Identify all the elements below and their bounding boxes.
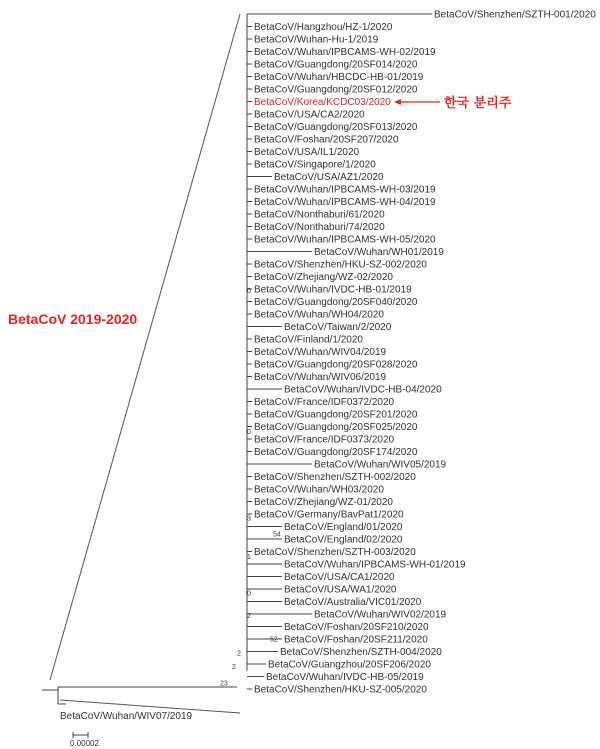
leaf-label: BetaCoV/Foshan/20SF211/2020	[284, 634, 428, 646]
leaf-label: BetaCoV/USA/AZ1/2020	[274, 172, 384, 183]
support-value: 1	[247, 554, 251, 561]
leaf-label: BetaCoV/Wuhan/IPBCAMS-WH-03/2019	[254, 184, 436, 196]
leaf-label: BetaCoV/Nonthaburi/74/2020	[254, 222, 385, 233]
leaf-label: BetaCoV/Nonthaburi/61/2020	[254, 209, 385, 221]
leaf-label: BetaCoV/Foshan/20SF207/2020	[254, 134, 399, 146]
leaf-label: BetaCoV/Germany/BavPat1/2020	[254, 509, 404, 521]
highlighted-leaf-label: BetaCoV/Korea/KCDC03/2020	[254, 97, 391, 108]
leaf-label: BetaCoV/Guangdong/20SF201/2020	[254, 409, 418, 421]
leaf-label: BetaCoV/Wuhan/WIV05/2019	[314, 459, 447, 471]
zoom-guide-top	[50, 14, 240, 680]
leaf-label: BetaCoV/Guangdong/20SF028/2020	[254, 359, 418, 371]
leaf-label: BetaCoV/France/IDF0373/2020	[254, 434, 395, 446]
outgroup-leaf-label: BetaCoV/Wuhan/WIV07/2019	[60, 711, 193, 722]
leaf-label: BetaCoV/Guangdong/20SF012/2020	[254, 84, 418, 96]
leaf-label: BetaCoV/Shenzhen/SZTH-004/2020	[280, 647, 442, 658]
leaf-label: BetaCoV/Guangzhou/20SF206/2020	[268, 659, 431, 671]
leaf-label: BetaCoV/Wuhan/IVDC-HB-01/2019	[254, 284, 412, 296]
leaf-label: BetaCoV/Wuhan/WIV04/2019	[254, 347, 387, 358]
leaf-label: BetaCoV/USA/CA2/2020	[254, 109, 365, 121]
leaf-label: BetaCoV/Wuhan/WH01/2019	[314, 247, 444, 258]
clade-label: BetaCoV 2019-2020	[8, 311, 138, 327]
support-value: 2	[247, 612, 251, 620]
highlight-label: 한국 분리주	[444, 96, 512, 111]
leaf-label: BetaCoV/Guangdong/20SF040/2020	[254, 297, 418, 308]
leaf-label: BetaCoV/Shenzhen/SZTH-001/2020	[434, 9, 596, 21]
leaf-label: BetaCoV/Wuhan/HBCDC-HB-01/2019	[254, 72, 424, 83]
leaf-label: BetaCoV/France/IDF0372/2020	[254, 397, 395, 408]
leaf-label: BetaCoV/Shenzhen/SZTH-002/2020	[254, 472, 416, 483]
clade-leaf-labels	[254, 10, 596, 696]
leaf-label: BetaCoV/Zhejiang/WZ-01/2020	[254, 497, 393, 508]
support-value: 2	[232, 664, 236, 671]
leaf-label: BetaCoV/Shenzhen/SZTH-003/2020	[254, 547, 416, 558]
leaf-label: BetaCoV/Guangdong/20SF014/2020	[254, 59, 418, 71]
leaf-label: BetaCoV/Taiwan/2/2020	[284, 322, 392, 333]
leaf-label: BetaCoV/Zhejiang/WZ-02/2020	[254, 272, 393, 283]
leaf-label: BetaCoV/Shenzhen/HKU-SZ-002/2020	[254, 259, 427, 271]
leaf-label: BetaCoV/Wuhan/IPBCAMS-WH-05/2020	[254, 234, 436, 246]
outgroup-tree	[42, 687, 237, 704]
leaf-label: BetaCoV/USA/WA1/2020	[284, 584, 397, 596]
leaf-label: BetaCoV/Singapore/1/2020	[254, 159, 376, 171]
highlight-arrow-head	[394, 99, 401, 105]
leaf-label: BetaCoV/USA/CA1/2020	[284, 572, 395, 583]
leaf-label: BetaCoV/Wuhan/IPBCAMS-WH-01/2019	[284, 559, 466, 571]
scale-label: 0.00002	[70, 739, 99, 748]
support-value: 3	[247, 515, 251, 523]
leaf-label: BetaCoV/Guangdong/20SF174/2020	[254, 447, 418, 458]
leaf-label: BetaCoV/Finland/1/2020	[254, 334, 363, 346]
leaf-label: BetaCoV/Guangdong/20SF013/2020	[254, 122, 418, 133]
leaf-label: BetaCoV/USA/IL1/2020	[254, 147, 360, 158]
leaf-label: BetaCoV/Wuhan/IPBCAMS-WH-04/2019	[254, 197, 436, 208]
support-value: 0	[247, 287, 251, 295]
support-value: 54	[273, 531, 281, 539]
support-value: 0	[247, 590, 251, 598]
leaf-label: BetaCoV/Wuhan/IVDC-HB-04/2020	[284, 384, 442, 396]
leaf-label: BetaCoV/Wuhan/IVDC-HB-05/2019	[266, 672, 424, 683]
leaf-label: BetaCoV/Wuhan/WIV02/2019	[314, 609, 447, 621]
leaf-label: BetaCoV/Wuhan/WH03/2020	[254, 484, 384, 496]
support-value: 23	[220, 680, 228, 688]
leaf-label: BetaCoV/Wuhan/WH04/2020	[254, 309, 384, 321]
leaf-label: BetaCoV/Australia/VIC01/2020	[284, 597, 422, 608]
leaf-label: BetaCoV/Hangzhou/HZ-1/2020	[254, 22, 393, 33]
leaf-label: BetaCoV/Guangdong/20SF025/2020	[254, 422, 418, 433]
support-value: 0	[247, 429, 251, 436]
leaf-label: BetaCoV/Wuhan/IPBCAMS-WH-02/2019	[254, 47, 436, 58]
support-value: 2	[237, 650, 241, 658]
support-value: 52	[270, 636, 278, 644]
leaf-label: BetaCoV/England/02/2020	[284, 534, 403, 546]
leaf-label: BetaCoV/Wuhan-Hu-1/2019	[254, 34, 379, 46]
leaf-label: BetaCoV/England/01/2020	[284, 522, 403, 533]
leaf-label: BetaCoV/Foshan/20SF210/2020	[284, 622, 429, 633]
leaf-label: BetaCoV/Wuhan/WIV06/2019	[254, 372, 387, 383]
leaf-label: BetaCoV/Shenzhen/HKU-SZ-005/2020	[254, 684, 427, 696]
